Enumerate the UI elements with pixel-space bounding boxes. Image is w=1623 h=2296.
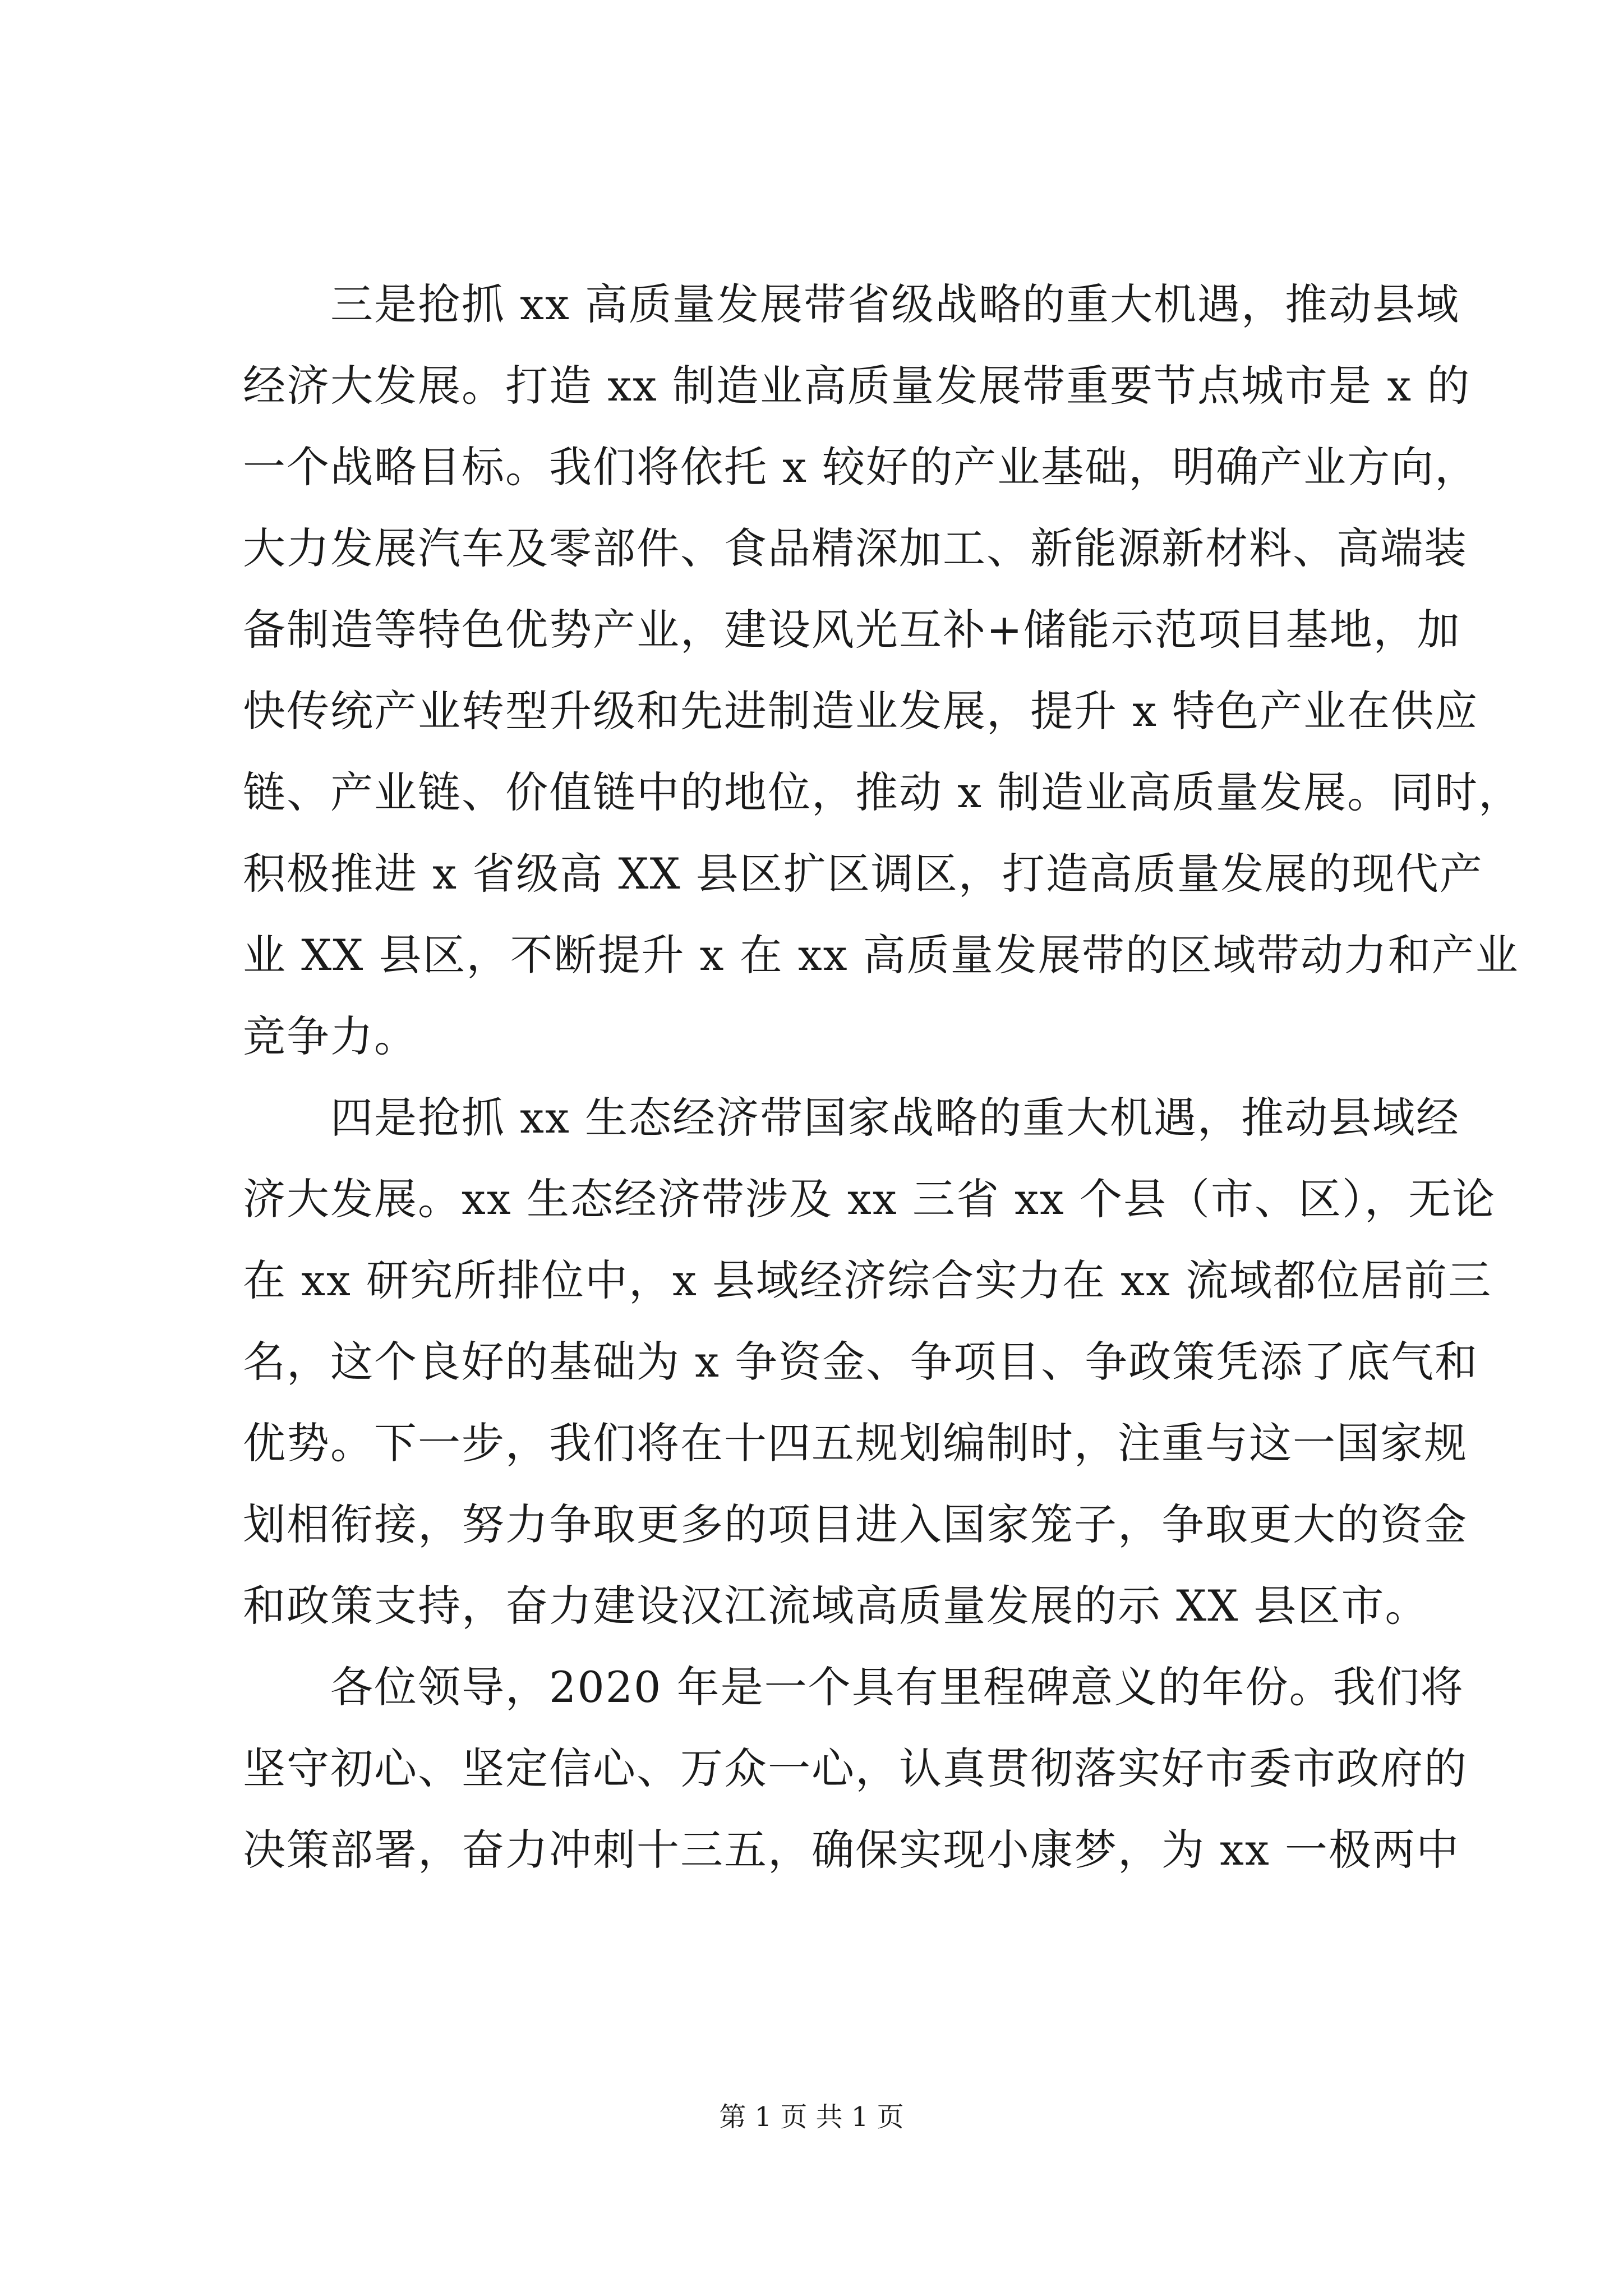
paragraph-1-line-9: 业 XX 县区，不断提升 x 在 xx 高质量发展带的区域带动力和产业: [243, 930, 1519, 980]
paragraph-1-line-6: 快传统产业转型升级和先进制造业发展，提升 x 特色产业在供应: [243, 686, 1479, 736]
paragraph-1-line-2: 经济大发展。打造 xx 制造业高质量发展带重要节点城市是 x 的: [243, 361, 1471, 411]
paragraph-1-line-7: 链、产业链、价值链中的地位，推动 x 制造业高质量发展。同时，: [243, 767, 1523, 817]
paragraph-3-line-3: 决策部署，奋力冲刺十三五，确保实现小康梦，为 xx 一极两中: [243, 1825, 1460, 1875]
paragraph-2-line-3: 在 xx 研究所排位中，x 县域经济综合实力在 xx 流域都位居前三: [243, 1255, 1492, 1305]
paragraph-3-line-1: 各位领导，2020 年是一个具有里程碑意义的年份。我们将: [330, 1662, 1464, 1712]
paragraph-1-line-1: 三是抢抓 xx 高质量发展带省级战略的重大机遇，推动县域: [330, 279, 1460, 329]
paragraph-3-line-2: 坚守初心、坚定信心、万众一心，认真贯彻落实好市委市政府的: [243, 1743, 1468, 1793]
paragraph-1-line-10: 竞争力。: [243, 1011, 418, 1061]
paragraph-2-line-4: 名，这个良好的基础为 x 争资金、争项目、争政策凭添了底气和: [243, 1337, 1479, 1387]
paragraph-2-line-7: 和政策支持，奋力建设汉江流域高质量发展的示 XX 县区市。: [243, 1581, 1429, 1631]
page-footer: 第 1 页 共 1 页: [719, 2101, 904, 2133]
paragraph-1-line-5: 备制造等特色优势产业，建设风光互补+储能示范项目基地，加: [243, 605, 1461, 655]
paragraph-2-line-5: 优势。下一步，我们将在十四五规划编制时，注重与这一国家规: [243, 1418, 1468, 1468]
paragraph-2-line-6: 划相衔接，努力争取更多的项目进入国家笼子，争取更大的资金: [243, 1499, 1468, 1549]
paragraph-1-line-8: 积极推进 x 省级高 XX 县区扩区调区，打造高质量发展的现代产: [243, 849, 1483, 899]
paragraph-1-line-4: 大力发展汽车及零部件、食品精深加工、新能源新材料、高端装: [243, 523, 1468, 573]
paragraph-2-line-1: 四是抢抓 xx 生态经济带国家战略的重大机遇，推动县域经: [330, 1093, 1460, 1143]
paragraph-1-line-3: 一个战略目标。我们将依托 x 较好的产业基础，明确产业方向，: [243, 442, 1479, 492]
document-body: [243, 264, 1523, 1890]
paragraph-2-line-2: 济大发展。xx 生态经济带涉及 xx 三省 xx 个县（市、区），无论: [243, 1174, 1496, 1224]
